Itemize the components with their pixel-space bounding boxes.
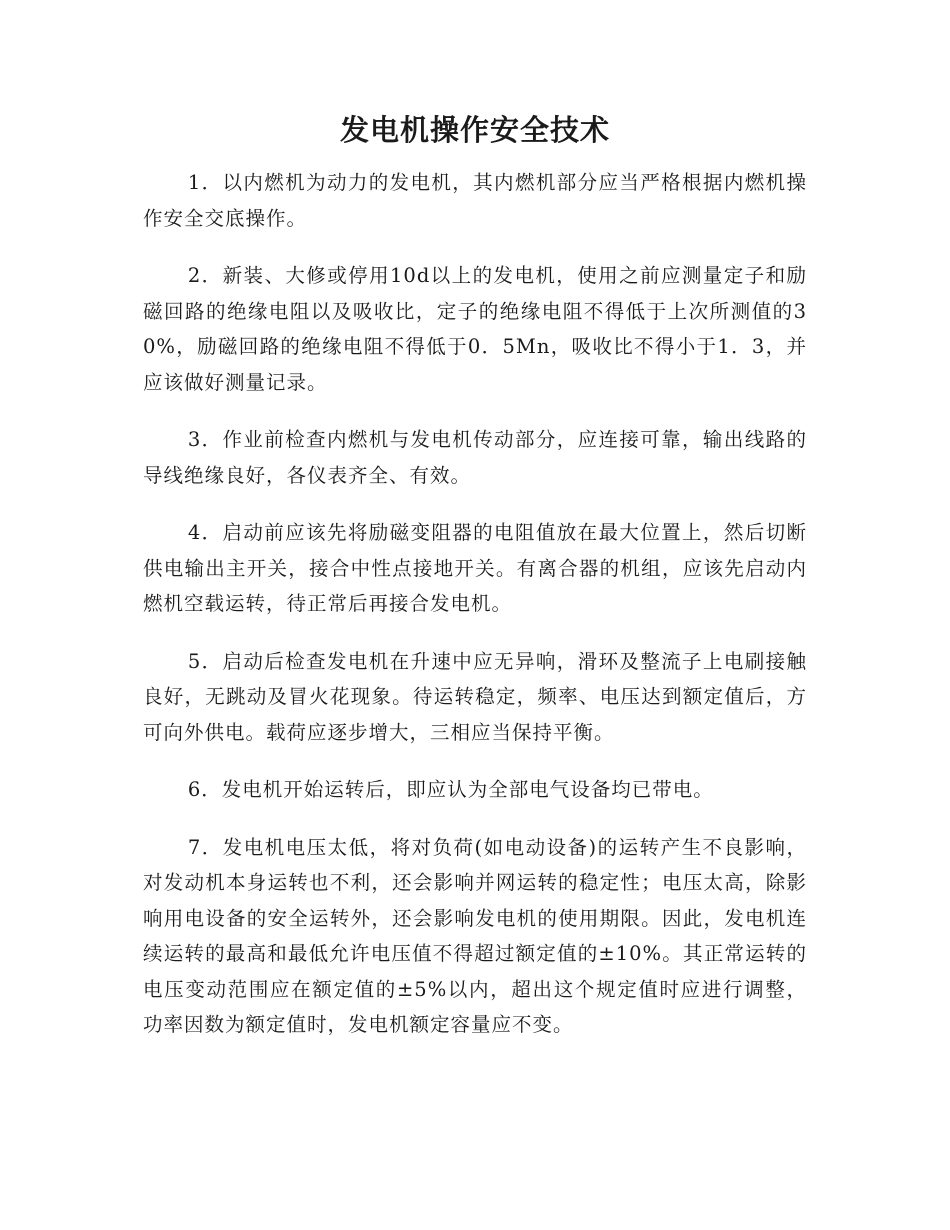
- paragraph-6: 6．发电机开始运转后，即应认为全部电气设备均已带电。: [187, 778, 714, 801]
- paragraph-1: 1．以内燃机为动力的发电机，其内燃机部分应当严格根据内燃机操作安全交底操作。: [143, 171, 807, 230]
- paragraph-3: 3．作业前检查内燃机与发电机传动部分，应连接可靠，输出线路的导线绝缘良好，各仪表齐全、有效。: [143, 428, 807, 487]
- paragraph-5: 5．启动后检查发电机在升速中应无异响，滑环及整流子上电刷接触良好，无跳动及冒火花现象。待运转稳定，频率、电压达到额定值后，方可向外供电。载荷应逐步增大，三相应当保持平衡。: [143, 649, 807, 744]
- document-title: 发电机操作安全技术: [339, 113, 610, 147]
- paragraph-2: 2．新装、大修或停用10d以上的发电机，使用之前应测量定子和励磁回路的绝缘电阻以及吸收比，定子的绝缘电阻不得低于上次所测值的30%，励磁回路的绝缘电阻不得低于0．5Mn，吸收比不得小于1．3，并应该做好测量记录。: [143, 264, 807, 394]
- paragraph-7: 7．发电机电压太低，将对负荷(如电动设备)的运转产生不良影响，对发动机本身运转也不利，还会影响并网运转的稳定性；电压太高，除影响用电设备的安全运转外，还会影响发电机的使用期限。因此，发电机连续运转的最高和最低允许电压值不得超过额定值的±10%。其正常运转的电压变动范围应在额定值的±5%以内，超出这个规定值时应进行调整，功率因数为额定值时，发电机额定容量应不变。: [143, 835, 807, 1036]
- document-body: [143, 165, 807, 1065]
- paragraph-4: 4．启动前应该先将励磁变阻器的电阻值放在最大位置上，然后切断供电输出主开关，接合中性点接地开关。有离合器的机组，应该先启动内燃机空载运转，待正常后再接合发电机。: [143, 521, 807, 615]
